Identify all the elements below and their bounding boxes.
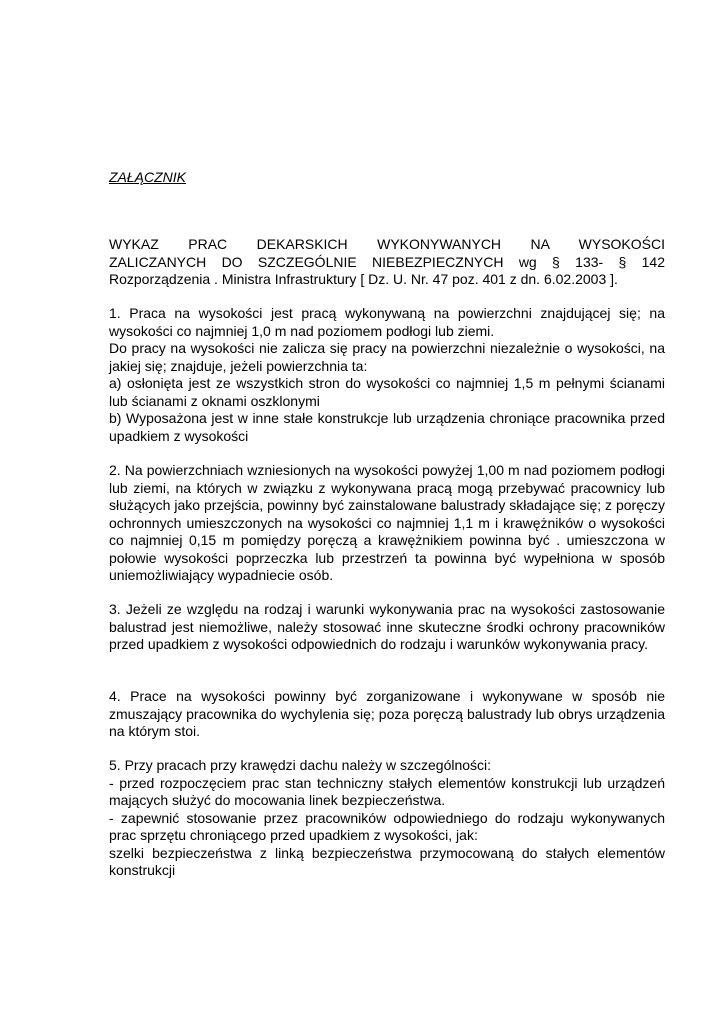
section-2-paragraph-1: 2. Na powierzchniach wzniesionych na wysokości powyżej 1,00 m nad poziomem podłogi lub ziemi, na których w związku z wykonywana pracą mogą przebywać pracownicy lub służących jako przejścia, powinny być zainstalowane balustrady składające się; z poręczy ochronnych umieszczonych na wysokości co najmniej 1,1 m i krawężników o wysokości co najmniej 0,15 m pomiędzy poręczą a krawężnikiem powinna być . umieszczona w połowie wysokości poprzeczka lub przestrzeń ta powinna być wypełniona w sposób uniemożliwiający wypadniecie osób.	[109, 462, 665, 583]
header-line-2: ZALICZANYCH DO SZCZEGÓLNIE NIEBEZPIECZNYCH wg § 133- § 142	[109, 253, 665, 270]
document-title: ZAŁĄCZNIK	[109, 169, 187, 185]
section-1-paragraph-1: 1. Praca na wysokości jest pracą wykonywaną na powierzchni znajdującej się; na wysokości co najmniej 1,0 m nad poziomem podłogi lub ziemi.	[109, 305, 665, 339]
section-5-paragraph-2: - przed rozpoczęciem prac stan techniczny stałych elementów konstrukcji lub urządzeń mających służyć do mocowania linek bezpieczeństwa.	[109, 774, 665, 808]
section-5-paragraph-1: 5. Przy pracach przy krawędzi dachu należy w szczególności:	[109, 757, 492, 773]
section-5-paragraph-3: - zapewnić stosowanie przez pracowników odpowiedniego do rodzaju wykonywanych prac sprzętu chroniącego przed upadkiem z wysokości, jak:	[109, 809, 665, 843]
section-3	[109, 601, 665, 654]
section-1-paragraph-4: b) Wyposażona jest w inne stałe konstrukcje lub urządzenia chroniące pracownika przed upadkiem z wysokości	[109, 410, 665, 444]
section-1	[109, 305, 665, 445]
header-block	[109, 236, 665, 289]
section-4	[109, 688, 665, 741]
section-2	[109, 462, 665, 585]
section-3-paragraph-1: 3. Jeżeli ze względu na rodzaj i warunki wykonywania prac na wysokości zastosowanie balustrad jest niemożliwe, należy stosować inne skuteczne środki ochrony pracowników przed upadkiem z wysokości odpowiednich do rodzaju i warunków wykonywania pracy.	[109, 601, 665, 652]
header-line-3: Rozporządzenia . Ministra Infrastruktury [ Dz. U. Nr. 47 poz. 401 z dn. 6.02.2003 ].	[109, 271, 618, 287]
header-line-1: WYKAZ PRAC DEKARSKICH WYKONYWANYCH NA WYSOKOŚCI	[109, 236, 665, 252]
section-1-paragraph-3: a) osłonięta jest ze wszystkich stron do wysokości co najmniej 1,5 m pełnymi ścianami lub ścianami z oknami oszklonymi	[109, 375, 665, 409]
section-5-paragraph-4: szelki bezpieczeństwa z linką bezpieczeństwa przymocowaną do stałych elementów konstrukcji	[109, 844, 665, 878]
section-5	[109, 757, 665, 880]
section-1-paragraph-2: Do pracy na wysokości nie zalicza się pracy na powierzchni niezależnie o wysokości, na jakiej się; znajduje, jeżeli powierzchnia ta:	[109, 340, 665, 374]
section-4-paragraph-1: 4. Prace na wysokości powinny być zorganizowane i wykonywane w sposób nie zmuszający pracownika do wychylenia się; poza poręczą balustrady lub obrys urządzenia na którym stoi.	[109, 688, 665, 739]
